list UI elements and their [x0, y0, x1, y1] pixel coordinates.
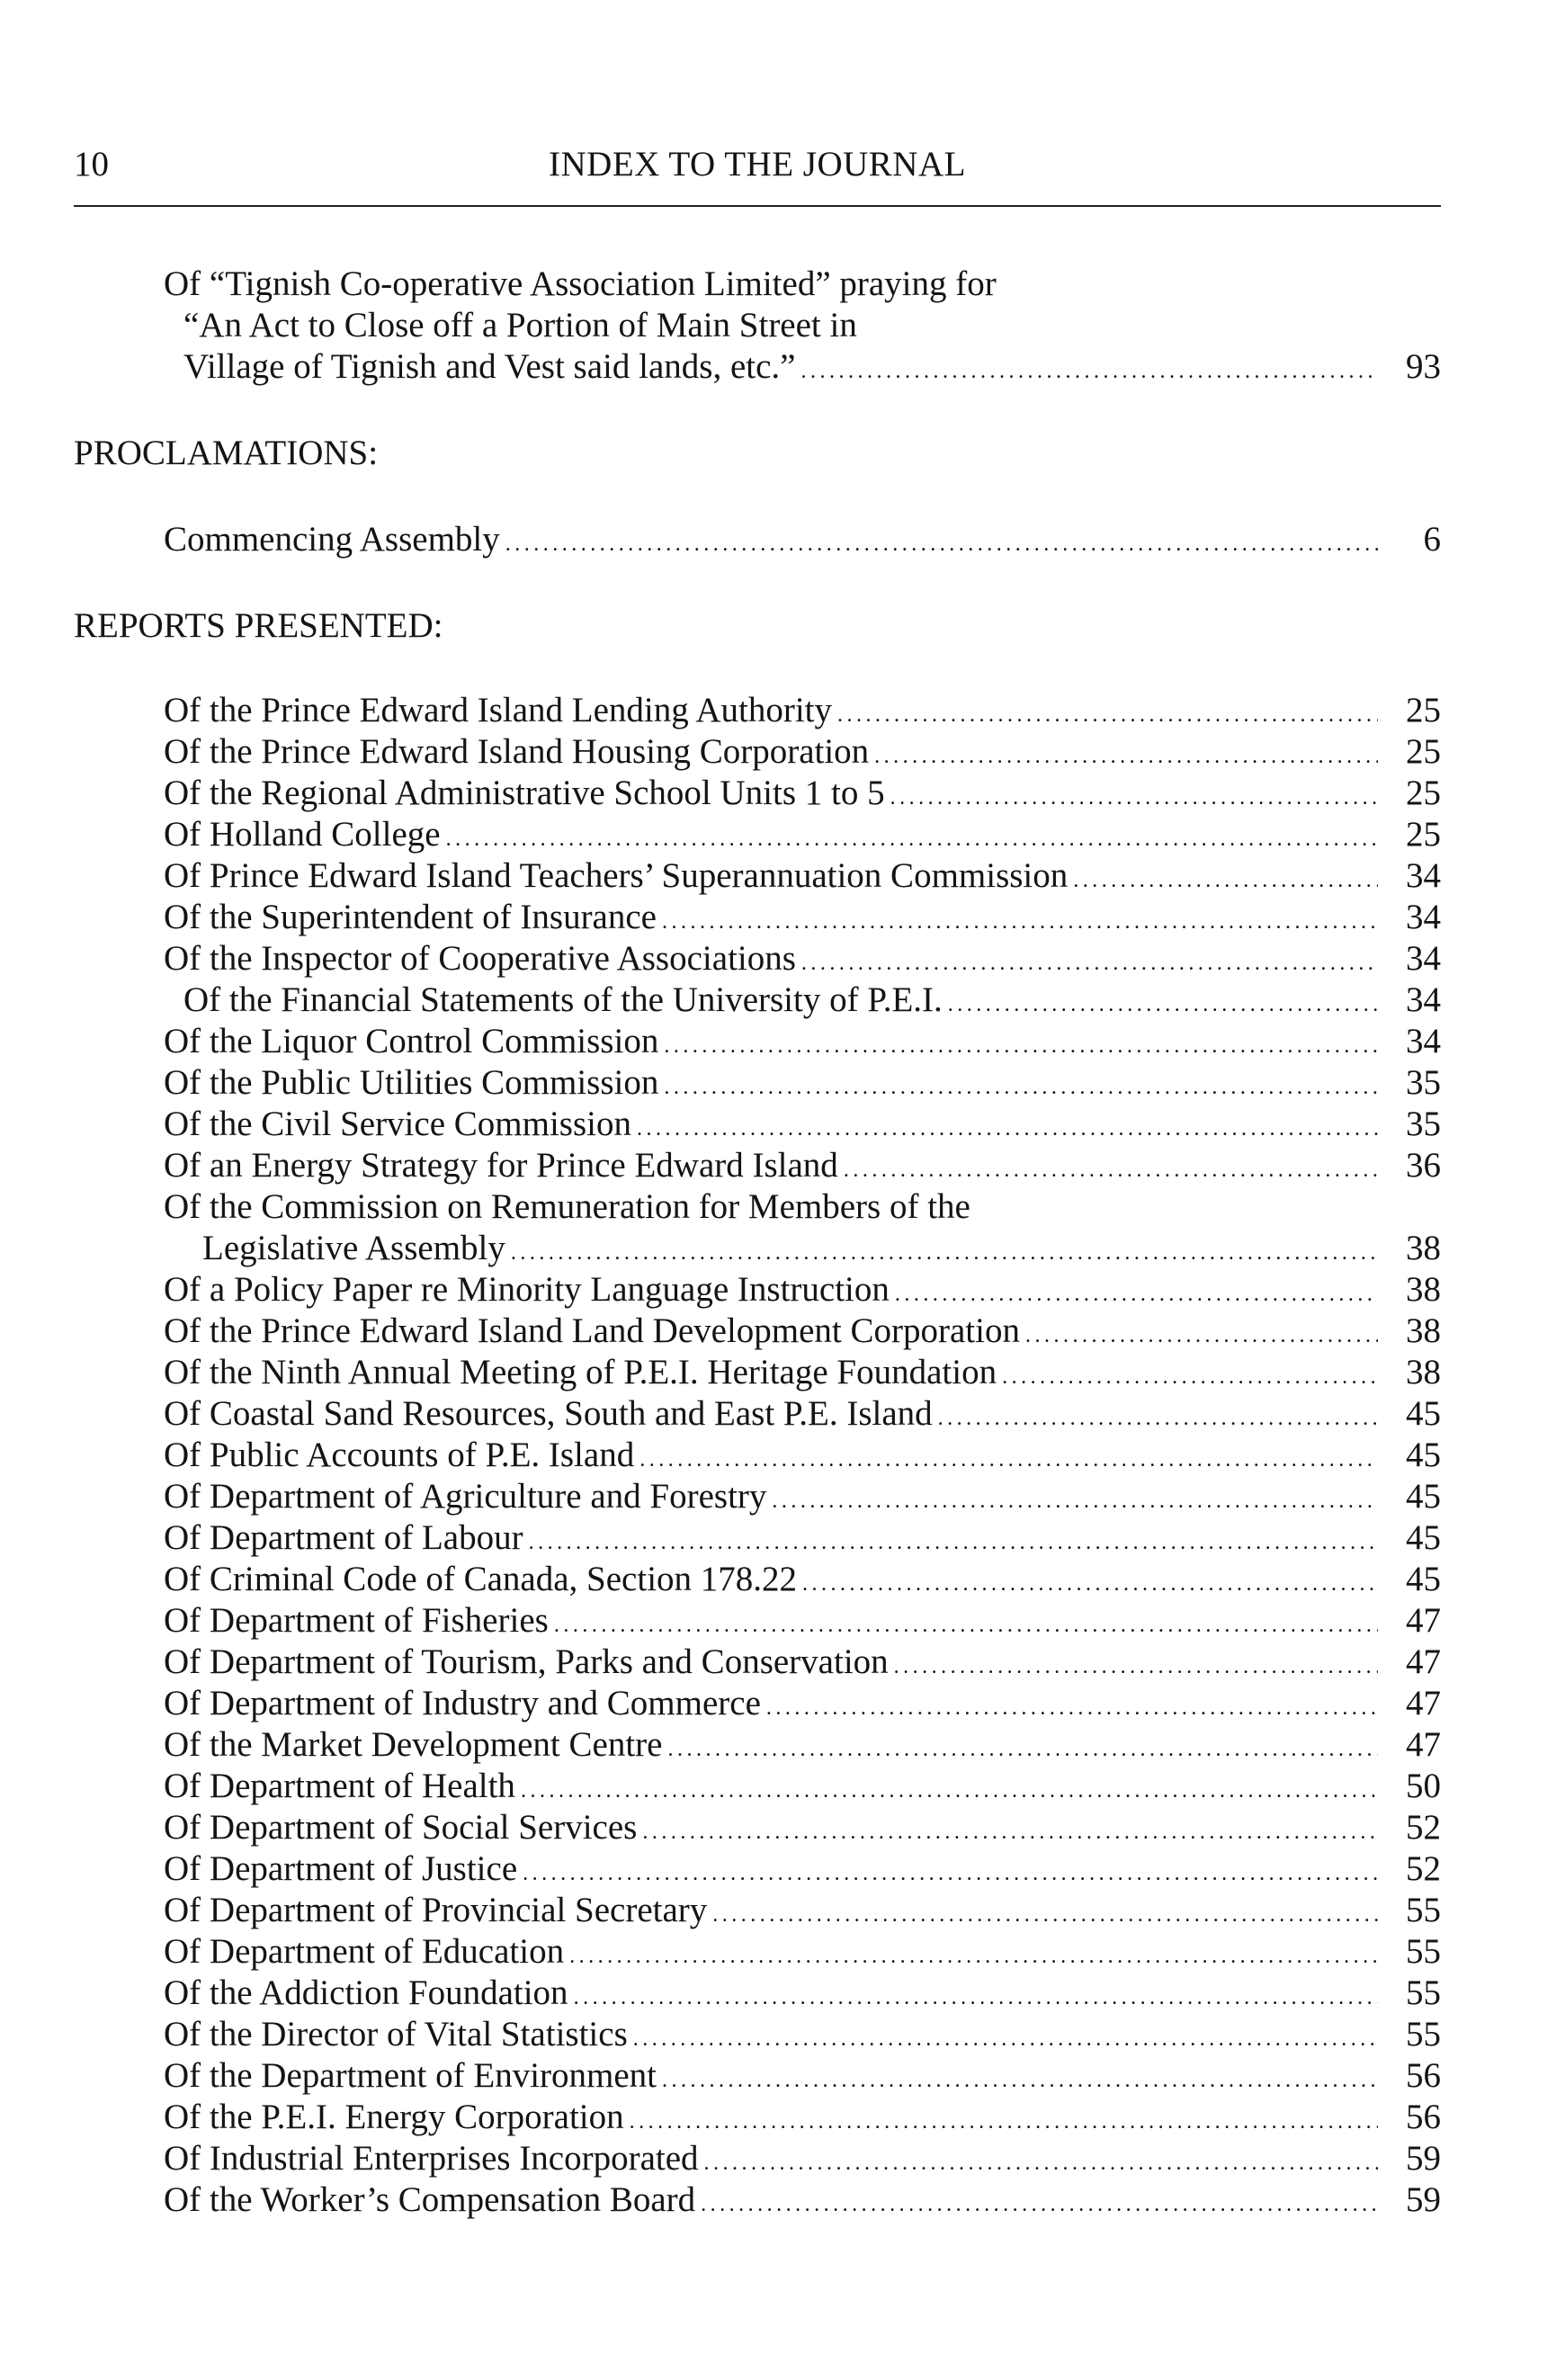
page-ref: 34	[1406, 1022, 1441, 1060]
dot-leader	[569, 1936, 1378, 1977]
dot-leader	[664, 1025, 1378, 1067]
entry-title: Of the Liquor Control Commission	[164, 1022, 659, 1060]
page-ref: 35	[1406, 1105, 1441, 1143]
dot-leader	[712, 1894, 1378, 1936]
entry-title: Of the Prince Edward Island Housing Corporation	[164, 732, 870, 771]
index-entry	[74, 938, 1441, 980]
dot-leader	[639, 1439, 1378, 1481]
index-entry	[74, 690, 1441, 731]
entry-title: Of Department of Education	[164, 1932, 565, 1971]
dot-leader	[801, 943, 1378, 984]
page-ref: 55	[1406, 1932, 1441, 1971]
dot-leader	[521, 1770, 1378, 1812]
page-ref: 34	[1406, 939, 1441, 978]
index-entry	[74, 1973, 1441, 2014]
petition-text-line-2: “An Act to Close off a Portion of Main Street in	[183, 306, 857, 344]
dot-leader	[637, 1108, 1378, 1150]
dot-leader	[895, 1274, 1378, 1315]
entry-title: Of Criminal Code of Canada, Section 178.22	[164, 1560, 798, 1598]
index-entry	[74, 773, 1441, 814]
dot-leader	[662, 901, 1378, 943]
index-entry	[74, 1517, 1441, 1559]
entry-title: Of the Department of Environment	[164, 2056, 657, 2095]
page-ref: 25	[1406, 691, 1441, 729]
index-entry	[74, 1021, 1441, 1062]
page-ref: 38	[1406, 1311, 1441, 1350]
page-ref: 55	[1406, 1973, 1441, 2012]
dot-leader	[523, 1853, 1378, 1894]
index-entry	[74, 1476, 1441, 1517]
page-ref: 34	[1406, 856, 1441, 895]
entry-title: Of Department of Industry and Commerce	[164, 1684, 761, 1722]
page-ref: 55	[1406, 2015, 1441, 2053]
entry-title: Of Department of Agriculture and Forestry	[164, 1477, 767, 1516]
entry-title: Of Holland College	[164, 815, 441, 854]
dot-leader	[574, 1977, 1378, 2018]
dot-leader	[894, 1646, 1378, 1687]
page-ref: 25	[1406, 815, 1441, 854]
page-ref: 56	[1406, 2056, 1441, 2095]
entry-title: Of an Energy Strategy for Prince Edward Island	[164, 1146, 838, 1185]
page-ref: 47	[1406, 1601, 1441, 1640]
page-ref: 25	[1406, 732, 1441, 771]
index-entry	[74, 2014, 1441, 2055]
entry-title: Of Department of Provincial Secretary	[164, 1891, 708, 1929]
index-entry	[74, 519, 1441, 560]
entry-title: Of the Worker’s Compensation Board	[164, 2180, 696, 2219]
entry-title: Of the Commission on Remuneration for Members of the	[164, 1187, 970, 1226]
page-ref: 47	[1406, 1725, 1441, 1764]
index-entry	[74, 2097, 1441, 2138]
index-entry	[74, 1724, 1441, 1766]
index-entry	[74, 1807, 1441, 1848]
section-heading-proclamations: PROCLAMATIONS:	[74, 434, 379, 472]
entry-title: Of the P.E.I. Energy Corporation	[164, 2098, 624, 2136]
section-heading-reports: REPORTS PRESENTED:	[74, 606, 443, 645]
index-entry	[74, 1890, 1441, 1931]
dot-leader	[948, 984, 1378, 1025]
page-ref: 59	[1406, 2139, 1441, 2178]
entry-title: Of Prince Edward Island Teachers’ Superannuation Commission	[164, 856, 1069, 895]
page-ref: 34	[1406, 898, 1441, 936]
index-entry	[74, 1642, 1441, 1683]
index-entry	[74, 1559, 1441, 1600]
entry-title: Of the Director of Vital Statistics	[164, 2015, 628, 2053]
entry-title: Of the Financial Statements of the University of P.E.I.	[183, 980, 943, 1019]
page-ref: 38	[1406, 1353, 1441, 1391]
page-ref: 93	[1406, 347, 1441, 386]
page-ref: 34	[1406, 980, 1441, 1019]
page-title: INDEX TO THE JOURNAL	[549, 145, 966, 183]
petition-text-line-3: Village of Tignish and Vest said lands, etc.”	[183, 347, 796, 386]
entry-title: Of Department of Tourism, Parks and Conservation	[164, 1642, 889, 1681]
dot-leader	[837, 694, 1378, 736]
index-entry	[74, 1931, 1441, 1973]
page-ref: 52	[1406, 1808, 1441, 1847]
dot-leader	[446, 819, 1378, 860]
dot-leader	[505, 523, 1378, 565]
index-entry	[74, 731, 1441, 773]
dot-leader	[800, 351, 1378, 392]
entry-title: Of Industrial Enterprises Incorporated	[164, 2139, 699, 2178]
index-entry	[74, 1683, 1441, 1724]
dot-leader	[766, 1687, 1378, 1729]
dot-leader	[1073, 860, 1378, 901]
index-entry-line-1	[74, 1186, 1441, 1228]
dot-leader	[704, 2143, 1378, 2184]
entry-title: Of the Prince Edward Island Land Development Corporation	[164, 1311, 1020, 1350]
page-ref: 35	[1406, 1063, 1441, 1102]
entry-title: Of the Regional Administrative School Units 1 to 5	[164, 774, 885, 812]
index-entry	[74, 897, 1441, 938]
entry-title: Of Department of Justice	[164, 1849, 518, 1888]
dot-leader	[667, 1729, 1378, 1770]
index-entry	[74, 1600, 1441, 1642]
entry-title: Of the Ninth Annual Meeting of P.E.I. Heritage Foundation	[164, 1353, 997, 1391]
page-header	[74, 142, 1441, 187]
page-ref: 45	[1406, 1560, 1441, 1598]
index-content	[74, 264, 1441, 2221]
index-entry	[74, 1104, 1441, 1145]
dot-leader	[938, 1398, 1378, 1439]
entry-title: Of Department of Labour	[164, 1518, 523, 1557]
entry-title: Commencing Assembly	[164, 520, 500, 559]
entry-title: Of the Superintendent of Insurance	[164, 898, 657, 936]
dot-leader	[802, 1563, 1378, 1605]
index-entry	[74, 1435, 1441, 1476]
dot-leader	[890, 777, 1378, 819]
entry-title: Of Coastal Sand Resources, South and East P.E. Island	[164, 1394, 933, 1433]
entry-title: Of the Market Development Centre	[164, 1725, 663, 1764]
page-ref: 45	[1406, 1477, 1441, 1516]
petition-entry-line-2	[74, 305, 1441, 346]
dot-leader	[554, 1605, 1378, 1646]
page-ref: 38	[1406, 1229, 1441, 1267]
entry-title: Legislative Assembly	[202, 1229, 505, 1267]
entry-title: Of Public Accounts of P.E. Island	[164, 1436, 635, 1474]
index-entry	[74, 814, 1441, 855]
page-ref: 47	[1406, 1684, 1441, 1722]
petition-text-line-1: Of “Tignish Co-operative Association Limited” praying for	[164, 264, 997, 303]
index-entry	[74, 980, 1441, 1021]
entry-title: Of the Civil Service Commission	[164, 1105, 631, 1143]
entry-title: Of Department of Health	[164, 1767, 515, 1805]
entry-title: Of the Prince Edward Island Lending Authority	[164, 691, 832, 729]
page-ref: 45	[1406, 1436, 1441, 1474]
header-rule	[74, 205, 1441, 207]
petition-entry-line-3	[74, 346, 1441, 388]
index-entry	[74, 1062, 1441, 1104]
index-entry	[74, 1393, 1441, 1435]
index-entry	[74, 1766, 1441, 1807]
dot-leader	[772, 1481, 1378, 1522]
entry-title: Of Department of Social Services	[164, 1808, 638, 1847]
page-ref: 38	[1406, 1270, 1441, 1309]
dot-leader	[874, 736, 1378, 777]
reports-list	[74, 690, 1441, 2221]
page-ref: 56	[1406, 2098, 1441, 2136]
page-ref: 55	[1406, 1891, 1441, 1929]
index-entry	[74, 2055, 1441, 2097]
dot-leader	[662, 2060, 1378, 2101]
page-ref: 52	[1406, 1849, 1441, 1888]
dot-leader	[511, 1232, 1378, 1274]
entry-title: Of the Inspector of Cooperative Associations	[164, 939, 796, 978]
entry-title: Of Department of Fisheries	[164, 1601, 549, 1640]
page-ref: 6	[1423, 520, 1441, 559]
dot-leader	[664, 1067, 1378, 1108]
dot-leader	[529, 1522, 1378, 1563]
page-ref: 59	[1406, 2180, 1441, 2219]
page-ref: 47	[1406, 1642, 1441, 1681]
index-entry	[74, 1848, 1441, 1890]
index-entry	[74, 1228, 1441, 1269]
dot-leader	[642, 1812, 1378, 1853]
page-ref: 45	[1406, 1518, 1441, 1557]
dot-leader	[701, 2184, 1378, 2225]
entry-title: Of the Public Utilities Commission	[164, 1063, 659, 1102]
page-ref: 36	[1406, 1146, 1441, 1185]
index-entry	[74, 1311, 1441, 1352]
dot-leader	[1002, 1356, 1378, 1398]
index-entry	[74, 1352, 1441, 1393]
petition-entry-line-1	[74, 264, 1441, 305]
page-ref: 45	[1406, 1394, 1441, 1433]
entry-title: Of a Policy Paper re Minority Language Instruction	[164, 1270, 890, 1309]
dot-leader	[1025, 1315, 1378, 1356]
page-ref: 25	[1406, 774, 1441, 812]
index-entry	[74, 1145, 1441, 1186]
page-ref: 50	[1406, 1767, 1441, 1805]
index-entry	[74, 855, 1441, 897]
dot-leader	[844, 1150, 1378, 1191]
page-number: 10	[74, 145, 109, 183]
dot-leader	[633, 2018, 1378, 2060]
dot-leader	[630, 2101, 1378, 2143]
index-entry	[74, 2138, 1441, 2179]
entry-title: Of the Addiction Foundation	[164, 1973, 568, 2012]
index-entry	[74, 1269, 1441, 1311]
index-entry	[74, 2179, 1441, 2221]
